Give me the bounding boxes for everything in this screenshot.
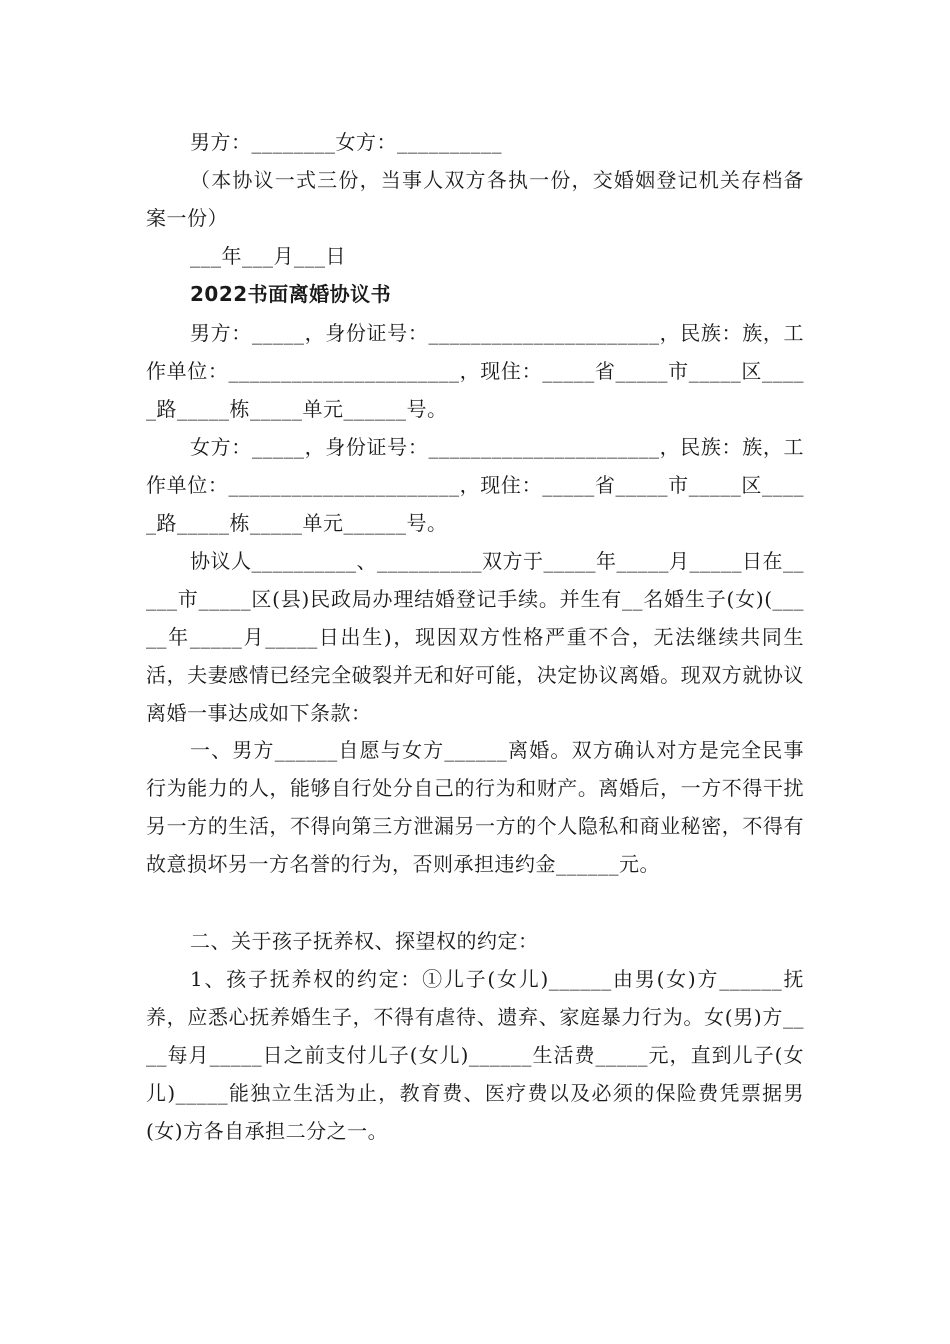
document-title: 2022书面离婚协议书 bbox=[190, 282, 392, 306]
signature-line: 男方：________女方：__________ bbox=[190, 130, 502, 154]
clause-2-heading: 二、关于孩子抚养权、探望权的约定： bbox=[190, 929, 539, 953]
date-line: ___年___月___日 bbox=[190, 244, 346, 268]
female-party-info: 女方：_____，身份证号：______________________，民族：族，工作单位：______________________，现住：_____省_____市_____区_____路_____栋_____单元______号。 bbox=[146, 435, 804, 535]
clause-1: 一、男方______自愿与女方______离婚。双方确认对方是完全民事行为能力的人，能够自行处分自己的行为和财产。离婚后，一方不得干扰另一方的生活，不得向第三方泄漏另一方的个人隐私和商业秘密，不得有故意损坏另一方名誉的行为，否则承担违约金______元。 bbox=[146, 738, 804, 876]
clause-2-1: 1、孩子抚养权的约定：①儿子(女儿)______由男(女)方______抚养，应悉心抚养婚生子，不得有虐待、遗弃、家庭暴力行为。女(男)方____每月_____日之前支付儿子(女儿)______生活费_____元，直到儿子(女儿)_____能独立生活为止，教育费、医疗费以及必须的保险费凭票据男(女)方各自承担二分之一。 bbox=[146, 967, 804, 1143]
copies-note: （本协议一式三份，当事人双方各执一份，交婚姻登记机关存档备案一份） bbox=[146, 168, 804, 230]
agreement-intro: 协议人__________、__________双方于_____年_____月_____日在_____市_____区(县)民政局办理结婚登记手续。并生有__名婚生子(女)(_____年_____月_____日出生)，现因双方性格严重不合，无法继续共同生活，夫妻感情已经完全破裂并无和好可能，决定协议离婚。现双方就协议离婚一事达成如下条款： bbox=[146, 549, 804, 725]
male-party-info: 男方：_____，身份证号：______________________，民族：族，工作单位：______________________，现住：_____省_____市_____区_____路_____栋_____单元______号。 bbox=[146, 321, 804, 421]
